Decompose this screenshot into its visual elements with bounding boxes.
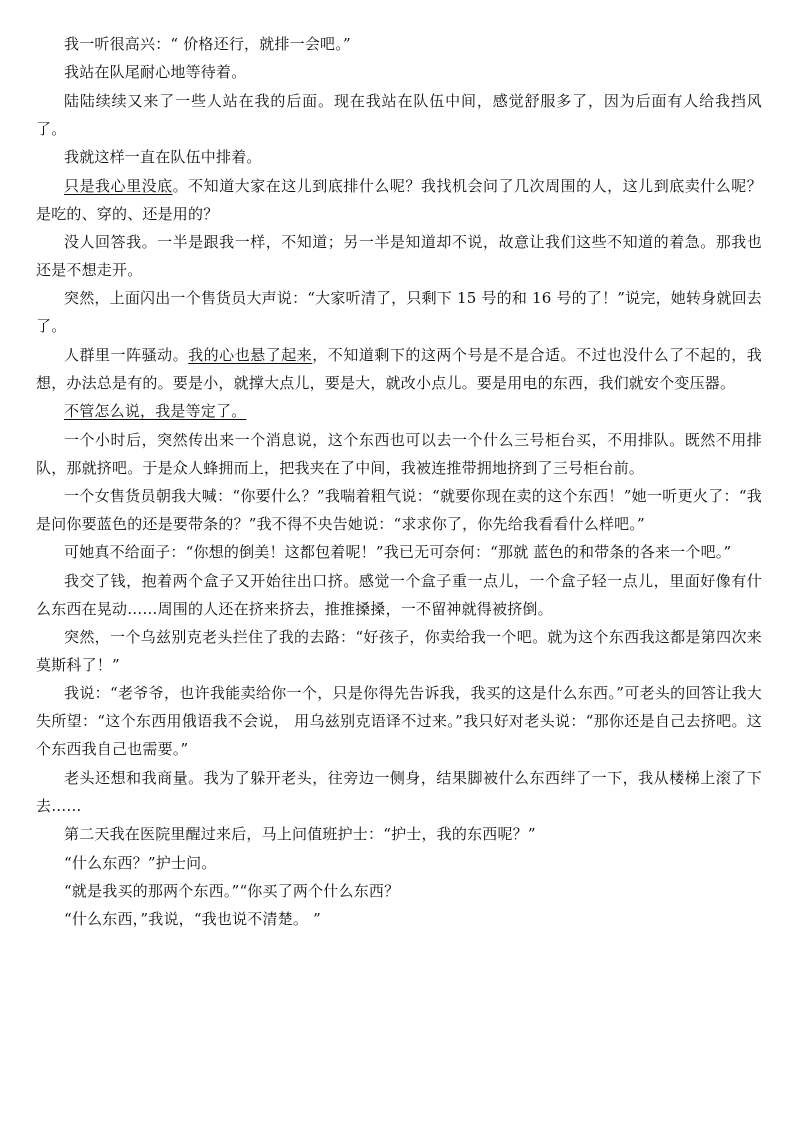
- paragraph-19: [36, 877, 762, 905]
- text-segment: 没人回答我。一半是跟我一样，不知道；另一半是知道却不说，故意让我们这些不知道的着急。那我也还是不想走开。: [36, 232, 762, 279]
- text-segment: 可她真不给面子：“你想的倒美！这都包着呢！”我已无可奈何：“那就 蓝色的和带条的各来一个吧。”: [64, 543, 732, 562]
- text-segment: 我一听很高兴：“ 价格还行，就排一会吧。”: [64, 35, 351, 53]
- paragraph-11: [36, 482, 762, 538]
- paragraph-6: [36, 228, 762, 284]
- paragraph-15: [36, 679, 762, 763]
- text-segment: “什么东西，”我说，“我也说不清楚。 ”: [64, 910, 321, 929]
- text-segment: 突然，上面闪出一个售货员大声说：“大家听清了，只剩下 15 号的和 16 号的了！”说完，她转身就回去了。: [36, 289, 762, 336]
- paragraph-7: [36, 284, 762, 340]
- paragraph-12: [36, 538, 762, 566]
- text-segment: 我说：“老爷爷，也许我能卖给你一个，只是你得先告诉我，我买的这是什么东西。”可老头的回答让我大失所望：“这个东西用俄语我不会说， 用乌兹别克语译不过来。”我只好对老头说：“那你还是自己去挤吧。这个东西我自己也需要。”: [36, 684, 762, 759]
- paragraph-18: [36, 849, 762, 877]
- paragraph-16: [36, 764, 762, 820]
- underlined-phrase: 只是我心里没底: [64, 176, 173, 195]
- paragraph-2: [36, 58, 762, 86]
- paragraph-8: [36, 341, 762, 397]
- text-segment: 我就这样一直在队伍中排着。: [64, 148, 262, 167]
- paragraph-17: [36, 820, 762, 848]
- paragraph-13: [36, 567, 762, 623]
- text-segment: 第二天我在医院里醒过来后，马上问值班护士：“护士，我的东西呢？”: [64, 825, 536, 844]
- paragraph-5: [36, 172, 762, 228]
- paragraph-3: [36, 87, 762, 143]
- text-segment: 。不知道大家在这儿到底排什么呢？我找机会问了几次周围的人，这儿到底卖什么呢？是吃的、穿的、还是用的？: [36, 176, 763, 223]
- paragraph-10: [36, 426, 762, 482]
- text-segment: ，不知道剩下的这两个号是不是合适。不过也没什么了不起的，我想，办法总是有的。要是小，就撑大点儿，要是大，就改小点儿。要是用电的东西，我们就安个变压器。: [36, 345, 762, 392]
- text-segment: 我站在队尾耐心地等待着。: [64, 63, 247, 82]
- text-segment: “什么东西？”护士问。: [64, 853, 217, 872]
- text-segment: 一个女售货员朝我大喊：“你要什么？”我喘着粗气说：“就要你现在卖的这个东西！”她一听更火了：“我是问你要蓝色的还是要带条的？”我不得不央告她说：“求求你了，你先给我看看什么样吧。”: [36, 486, 762, 533]
- text-segment: 一个小时后，突然传出来一个消息说，这个东西也可以去一个什么三号柜台买，不用排队。既然不用排队，那就挤吧。于是众人蜂拥而上，把我夹在了中间，我被连推带拥地挤到了三号柜台前。: [36, 430, 762, 477]
- paragraph-14: [36, 623, 762, 679]
- paragraph-4: [36, 143, 762, 171]
- text-segment: 人群里一阵骚动。: [64, 345, 189, 364]
- text-segment: 老头还想和我商量。我为了躲开老头，往旁边一侧身，结果脚被什么东西绊了一下，我从楼梯上滚了下去……: [36, 768, 762, 815]
- paragraph-20: [36, 905, 762, 933]
- underlined-phrase: 不管怎么说，我是等定了。: [64, 402, 247, 421]
- text-segment: 我交了钱，抱着两个盒子又开始往出口挤。感觉一个盒子重一点儿，一个盒子轻一点儿，里面好像有什么东西在晃动……周围的人还在挤来挤去，推推搡搡，一不留神就得被挤倒。: [36, 571, 762, 618]
- text-segment: “就是我买的那两个东西。”“你买了两个什么东西？: [64, 882, 400, 901]
- text-segment: 突然，一个乌兹别克老头拦住了我的去路：“好孩子，你卖给我一个吧。就为这个东西我这都是第四次来莫斯科了！”: [36, 628, 762, 675]
- paragraph-9: [36, 397, 762, 425]
- underlined-phrase: 我的心也悬了起来: [188, 345, 313, 364]
- text-segment: 陆陆续续又来了一些人站在我的后面。现在我站在队伍中间，感觉舒服多了，因为后面有人给我挡风了。: [36, 91, 762, 138]
- paragraph-1: [36, 30, 762, 58]
- document-page: [36, 30, 762, 934]
